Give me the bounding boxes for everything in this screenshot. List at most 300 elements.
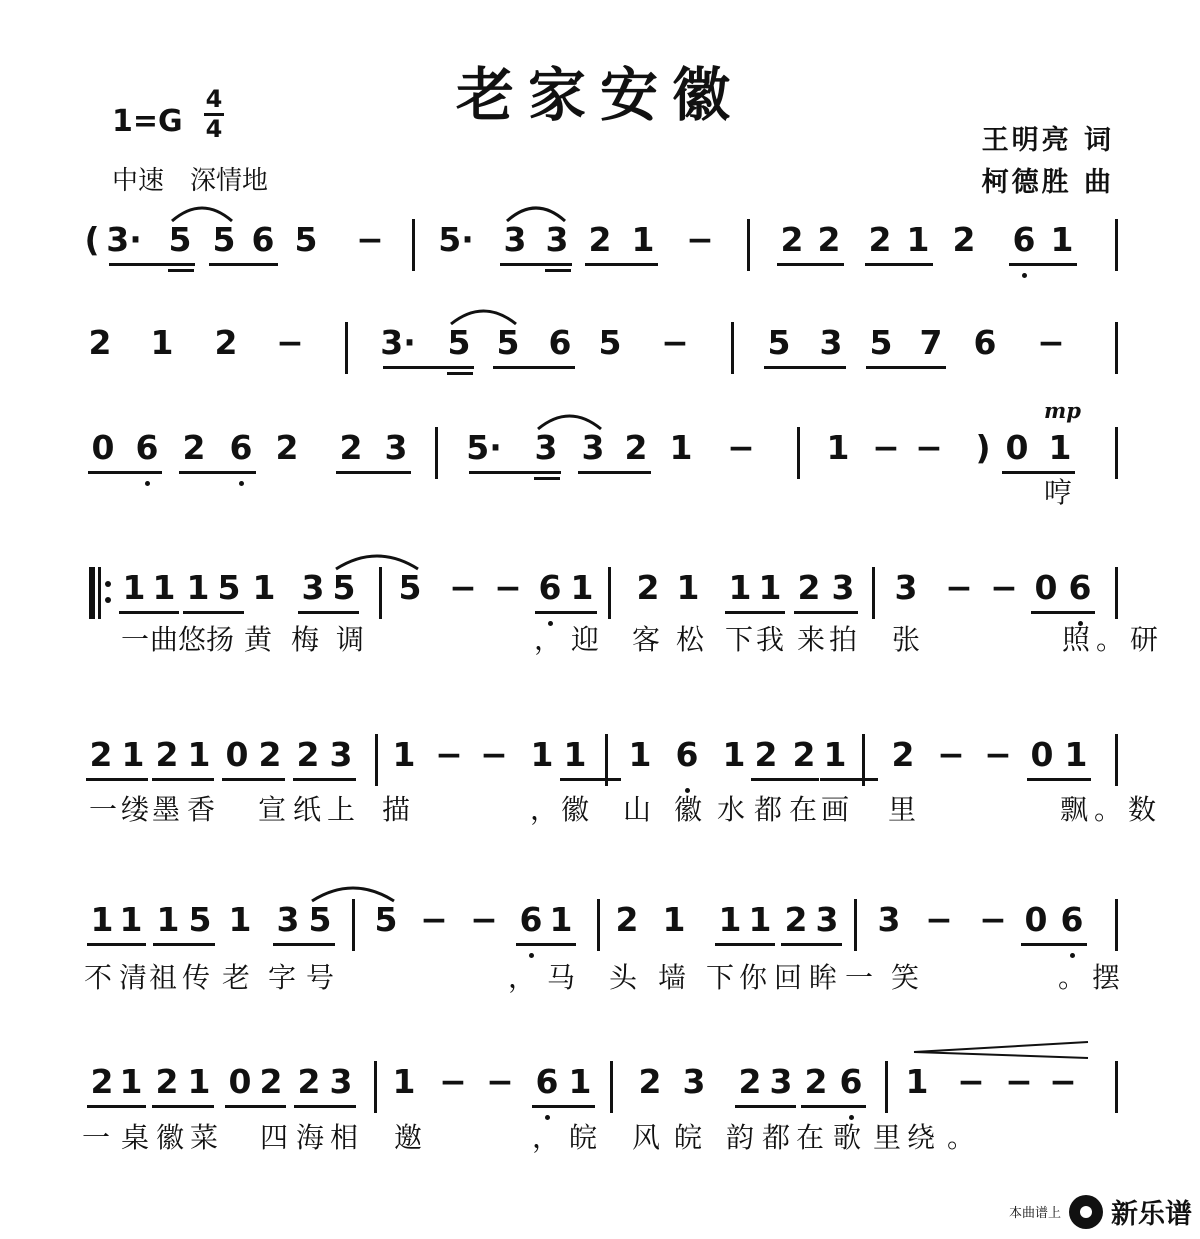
beam-underline — [820, 778, 878, 781]
lyric-char: 水 — [716, 793, 745, 826]
barline — [1115, 899, 1118, 951]
lyric-char: 菜 — [189, 1121, 218, 1154]
note: 6 — [839, 1062, 863, 1101]
lyric-char: 回 — [773, 961, 802, 994]
beam-underline — [777, 263, 844, 266]
note: 2 — [258, 735, 282, 774]
lyric-char: 马 — [546, 961, 575, 994]
lyric-char: 上 — [326, 793, 355, 826]
note: 2 — [780, 220, 804, 259]
beam-underline — [273, 943, 335, 946]
lyric-char: 悠 — [177, 623, 206, 656]
note: 1 — [392, 735, 416, 774]
lyric-char: 调 — [335, 623, 364, 656]
lyric-char: 下 — [705, 961, 734, 994]
note: 2 — [891, 735, 915, 774]
lyric-char: 缕 — [120, 793, 149, 826]
lyric-char: 拍 — [828, 623, 857, 656]
beam-underline — [88, 471, 162, 474]
note: 2 — [297, 1062, 321, 1101]
repeat-start-thick-bar — [89, 567, 95, 619]
note: 2 — [624, 428, 648, 467]
lyric-char: 四 — [259, 1121, 288, 1154]
barline — [374, 1061, 377, 1113]
lyric-char: 数 — [1127, 793, 1156, 826]
lyric-char: 山 — [622, 793, 651, 826]
lyric-char: 徽 — [155, 1121, 184, 1154]
lyric-char: 你 — [738, 961, 767, 994]
beam-underline — [801, 1105, 866, 1108]
note: 3 — [831, 568, 855, 607]
beam-underline — [222, 778, 285, 781]
lyric-char: 描 — [381, 793, 410, 826]
note: 6 — [135, 428, 159, 467]
beam-underline — [781, 943, 842, 946]
lyric-char: 扬 — [205, 623, 234, 656]
lyric-char: 。 — [946, 1121, 975, 1154]
barline — [747, 219, 750, 271]
notation-line-2 — [0, 318, 1200, 378]
beam-underline — [179, 471, 256, 474]
note: 5 — [398, 568, 422, 607]
lyric-char: 。 — [1093, 793, 1122, 826]
dash-sustain: − — [480, 735, 508, 774]
note: 1 — [662, 900, 686, 939]
beam-underline — [293, 778, 356, 781]
note: 6 — [973, 323, 997, 362]
lyric-char: 徽 — [673, 793, 702, 826]
beam-underline — [532, 1105, 595, 1108]
note: 2 — [638, 1062, 662, 1101]
barline — [345, 322, 348, 374]
barline — [435, 427, 438, 479]
note: 6 — [251, 220, 275, 259]
beam-underline — [1027, 778, 1091, 781]
note: 6 — [1068, 568, 1092, 607]
dynamics-mark: mp — [1044, 398, 1081, 423]
beam-underline — [715, 943, 775, 946]
note: 2 — [784, 900, 808, 939]
note: 2 — [89, 735, 113, 774]
note: 2 — [339, 428, 363, 467]
note: 6 — [675, 735, 699, 774]
lyric-char: 黄 — [243, 623, 272, 656]
note: 3 — [301, 568, 325, 607]
lower-octave-dot — [1022, 273, 1027, 278]
beam-underline — [87, 943, 146, 946]
lyric-char: 一 — [120, 623, 149, 656]
footer-prefix: 本曲谱上 — [1008, 1206, 1061, 1221]
note: 1 — [119, 1062, 143, 1101]
lyric-char: 眸 — [808, 961, 837, 994]
lyric-char: 韵 — [725, 1121, 754, 1154]
note: 1 — [252, 568, 276, 607]
note: 1 — [826, 428, 850, 467]
slur-arc — [334, 549, 420, 571]
note: 2 — [868, 220, 892, 259]
dash-sustain: − — [276, 323, 304, 362]
notation-line-6 — [0, 895, 1200, 955]
note: 1 — [570, 568, 594, 607]
note: 6 — [538, 568, 562, 607]
beam-underline — [1021, 943, 1087, 946]
note: 2 — [259, 1062, 283, 1101]
time-signature — [203, 86, 225, 143]
note: 2 — [214, 323, 238, 362]
beam-underline-double — [545, 269, 571, 272]
barline — [1115, 219, 1118, 271]
slur-arc — [505, 201, 567, 223]
dash-sustain: − — [439, 1062, 467, 1101]
lyric-char: 不 — [83, 961, 112, 994]
lyric-char: 香 — [186, 793, 215, 826]
lyric-char: 笑 — [890, 961, 919, 994]
lyricist-credit: 王明亮 词 — [981, 125, 1114, 156]
lyric-char: 来 — [796, 623, 825, 656]
barline — [1115, 427, 1118, 479]
note: 2 — [792, 735, 816, 774]
barline — [872, 567, 875, 619]
lyric-char: 一 — [844, 961, 873, 994]
dash-sustain: − — [957, 1062, 985, 1101]
slur-arc — [449, 304, 518, 326]
lyric-char: 我 — [755, 623, 784, 656]
note: 3 — [384, 428, 408, 467]
repeat-start-thin-bar — [98, 567, 101, 619]
note: 1 — [631, 220, 655, 259]
lyric-char: 。 — [1057, 961, 1086, 994]
note: 1 — [392, 1062, 416, 1101]
lyric-char: 一 — [88, 793, 117, 826]
barline — [1115, 1061, 1118, 1113]
beam-underline — [500, 263, 572, 266]
lyric-char: 相 — [329, 1121, 358, 1154]
dash-sustain: − — [984, 735, 1012, 774]
beam-underline — [86, 778, 148, 781]
lower-octave-dot — [1070, 953, 1075, 958]
dash-sustain: − — [494, 568, 522, 607]
lyric-char: ， — [529, 793, 558, 826]
note: 1 — [150, 323, 174, 362]
note: 0 — [1024, 900, 1048, 939]
dash-sustain: − — [915, 428, 943, 467]
dash-sustain: − — [356, 220, 384, 259]
note: 2 — [615, 900, 639, 939]
dash-sustain: − — [1005, 1062, 1033, 1101]
beam-underline — [866, 366, 946, 369]
note: 5 — [447, 323, 471, 362]
parenthesis: ( — [84, 220, 100, 259]
footer-watermark — [1009, 1192, 1192, 1231]
dash-sustain: − — [727, 428, 755, 467]
note: 1 — [628, 735, 652, 774]
lyric-char: 下 — [724, 623, 753, 656]
beam-underline — [152, 778, 214, 781]
note: 3 — [581, 428, 605, 467]
note: 2 — [952, 220, 976, 259]
note: 1 — [669, 428, 693, 467]
barline — [1115, 734, 1118, 786]
notation-line-7 — [0, 1057, 1200, 1117]
beam-underline — [1031, 611, 1095, 614]
lyric-char: 。 — [1095, 623, 1124, 656]
note: 5 — [767, 323, 791, 362]
note: 3 — [877, 900, 901, 939]
dash-sustain: − — [925, 900, 953, 939]
notation-line-4 — [0, 563, 1200, 623]
beam-underline — [298, 611, 359, 614]
barline — [412, 219, 415, 271]
repeat-dot — [105, 581, 111, 587]
note: 3· — [380, 323, 416, 362]
lyric-char: 曲 — [149, 623, 178, 656]
dash-sustain: − — [872, 428, 900, 467]
lyrics-line-6 — [0, 960, 1200, 1000]
lyric-char: 墨 — [151, 793, 180, 826]
note: 7 — [919, 323, 943, 362]
record-logo-icon — [1069, 1195, 1103, 1229]
beam-underline — [735, 1105, 796, 1108]
note: 1 — [748, 900, 772, 939]
note: 3 — [329, 1062, 353, 1101]
note: 2 — [588, 220, 612, 259]
notation-line-1 — [0, 215, 1200, 275]
hairpin-mark — [912, 1040, 1092, 1064]
note: 2 — [90, 1062, 114, 1101]
note: 3 — [534, 428, 558, 467]
dash-sustain: − — [979, 900, 1007, 939]
note: 1 — [121, 735, 145, 774]
lyric-char: 绕 — [906, 1121, 935, 1154]
lyric-char: 风 — [631, 1121, 660, 1154]
lyric-char: 都 — [761, 1121, 790, 1154]
note: 5 — [308, 900, 332, 939]
note: 2 — [155, 735, 179, 774]
lower-octave-dot — [529, 953, 534, 958]
beam-underline — [535, 611, 597, 614]
repeat-dot — [105, 597, 111, 603]
beam-underline — [585, 263, 658, 266]
note: 2 — [296, 735, 320, 774]
note: 1 — [758, 568, 782, 607]
slur-arc — [310, 881, 396, 903]
dash-sustain: − — [686, 220, 714, 259]
lyric-char: 在 — [795, 1121, 824, 1154]
note: 2 — [754, 735, 778, 774]
note: 6 — [1060, 900, 1084, 939]
slur-arc — [536, 409, 603, 431]
lyric-char: 张 — [891, 623, 920, 656]
tempo-marking: 中速 深情地 — [112, 166, 269, 196]
barline — [608, 567, 611, 619]
barline — [379, 567, 382, 619]
lyric-char: 在 — [788, 793, 817, 826]
note: 6 — [535, 1062, 559, 1101]
lyric-char: 皖 — [673, 1121, 702, 1154]
note: 5· — [438, 220, 474, 259]
dash-sustain: − — [945, 568, 973, 607]
beam-underline — [209, 263, 278, 266]
barline — [597, 899, 600, 951]
parenthesis: ) — [975, 428, 991, 467]
note: 2 — [155, 1062, 179, 1101]
lyric-char: 飘 — [1059, 793, 1088, 826]
beam-underline — [469, 471, 561, 474]
note: 1 — [718, 900, 742, 939]
note: 0 — [1005, 428, 1029, 467]
beam-underline — [865, 263, 933, 266]
note: 3 — [682, 1062, 706, 1101]
lyric-char: 号 — [305, 961, 334, 994]
note: 3 — [503, 220, 527, 259]
dash-sustain: − — [937, 735, 965, 774]
beam-underline — [725, 611, 785, 614]
note: 6 — [519, 900, 543, 939]
note: 1 — [568, 1062, 592, 1101]
dash-sustain: − — [420, 900, 448, 939]
dash-sustain: − — [990, 568, 1018, 607]
lyric-char: 清 — [118, 961, 147, 994]
note: 0 — [1030, 735, 1054, 774]
note: 1 — [186, 568, 210, 607]
note: 2 — [88, 323, 112, 362]
lyric-char: ， — [531, 1121, 560, 1154]
note: 3 — [769, 1062, 793, 1101]
lyric-char: 照 — [1061, 623, 1090, 656]
note: 2 — [636, 568, 660, 607]
barline — [854, 899, 857, 951]
note: 5 — [188, 900, 212, 939]
slur-arc — [170, 201, 234, 223]
lyric-char: 桌 — [120, 1121, 149, 1154]
note: 0 — [91, 428, 115, 467]
beam-underline — [516, 943, 576, 946]
note: 0 — [228, 1062, 252, 1101]
note: 1 — [228, 900, 252, 939]
beam-underline — [294, 1105, 356, 1108]
note: 3 — [894, 568, 918, 607]
note: 1 — [905, 1062, 929, 1101]
lyric-char: ， — [533, 623, 562, 656]
note: 3 — [545, 220, 569, 259]
beam-underline — [87, 1105, 146, 1108]
beam-underline — [183, 611, 244, 614]
key-signature: 1=G — [112, 104, 183, 139]
note: 3· — [106, 220, 142, 259]
lyric-char: 研 — [1129, 623, 1158, 656]
note: 1 — [1064, 735, 1088, 774]
note: 5 — [374, 900, 398, 939]
beam-underline — [578, 471, 651, 474]
barline — [797, 427, 800, 479]
beam-underline — [336, 471, 411, 474]
lyric-char: 歌 — [832, 1121, 861, 1154]
dash-sustain: − — [486, 1062, 514, 1101]
note: 5 — [869, 323, 893, 362]
note: 1 — [728, 568, 752, 607]
note: 2 — [797, 568, 821, 607]
note: 1 — [152, 568, 176, 607]
lyric-char: 皖 — [568, 1121, 597, 1154]
note: 1 — [563, 735, 587, 774]
note: 1 — [90, 900, 114, 939]
note: 1 — [187, 735, 211, 774]
lyric-char: 字 — [267, 961, 296, 994]
lyric-char: 纸 — [292, 793, 321, 826]
footer-brand: 新乐谱 — [1111, 1199, 1192, 1230]
beam-underline — [383, 366, 474, 369]
beam-underline — [153, 943, 215, 946]
note: 1 — [530, 735, 554, 774]
note: 1 — [122, 568, 146, 607]
note: 6 — [548, 323, 572, 362]
lyric-char: 松 — [675, 623, 704, 656]
note: 5 — [217, 568, 241, 607]
beam-underline — [1009, 263, 1077, 266]
beam-underline-double — [168, 269, 194, 272]
lyric-char: 传 — [181, 961, 210, 994]
beam-underline — [109, 263, 195, 266]
note: 1 — [1048, 428, 1072, 467]
lyric-char: 墙 — [657, 961, 686, 994]
beam-underline — [764, 366, 846, 369]
lyrics-line-3 — [0, 475, 1200, 515]
lyric-char: 都 — [753, 793, 782, 826]
notation-line-5 — [0, 730, 1200, 790]
note: 5· — [466, 428, 502, 467]
lyric-char: 邀 — [393, 1121, 422, 1154]
lyric-char: 里 — [872, 1121, 901, 1154]
barline — [352, 899, 355, 951]
lyric-char: 老 — [221, 961, 250, 994]
lyric-char: 摆 — [1091, 961, 1120, 994]
barline — [1115, 322, 1118, 374]
lyric-char: ， — [507, 961, 536, 994]
barline — [885, 1061, 888, 1113]
barline — [731, 322, 734, 374]
lyric-char: 迎 — [570, 623, 599, 656]
lyrics-line-4 — [0, 622, 1200, 662]
lyric-char: 客 — [631, 623, 660, 656]
note: 1 — [676, 568, 700, 607]
note: 1 — [823, 735, 847, 774]
dash-sustain: − — [1049, 1062, 1077, 1101]
note: 0 — [1034, 568, 1058, 607]
song-title: 老家安徽 — [455, 61, 744, 129]
note: 1 — [549, 900, 573, 939]
note: 0 — [225, 735, 249, 774]
barline — [610, 1061, 613, 1113]
note: 2 — [817, 220, 841, 259]
note: 1 — [187, 1062, 211, 1101]
note: 5 — [332, 568, 356, 607]
note: 3 — [276, 900, 300, 939]
dash-sustain: − — [470, 900, 498, 939]
beam-underline-double — [447, 372, 473, 375]
lyric-char: 画 — [820, 793, 849, 826]
note: 5 — [212, 220, 236, 259]
note: 1 — [906, 220, 930, 259]
beam-underline — [794, 611, 858, 614]
time-signature-top: 4 — [205, 85, 223, 113]
beam-underline — [1002, 471, 1075, 474]
lyrics-line-7 — [0, 1120, 1200, 1160]
note: 5 — [496, 323, 520, 362]
barline — [375, 734, 378, 786]
lyric-char: 徽 — [560, 793, 589, 826]
notation-line-3 — [0, 423, 1200, 483]
note: 1 — [722, 735, 746, 774]
